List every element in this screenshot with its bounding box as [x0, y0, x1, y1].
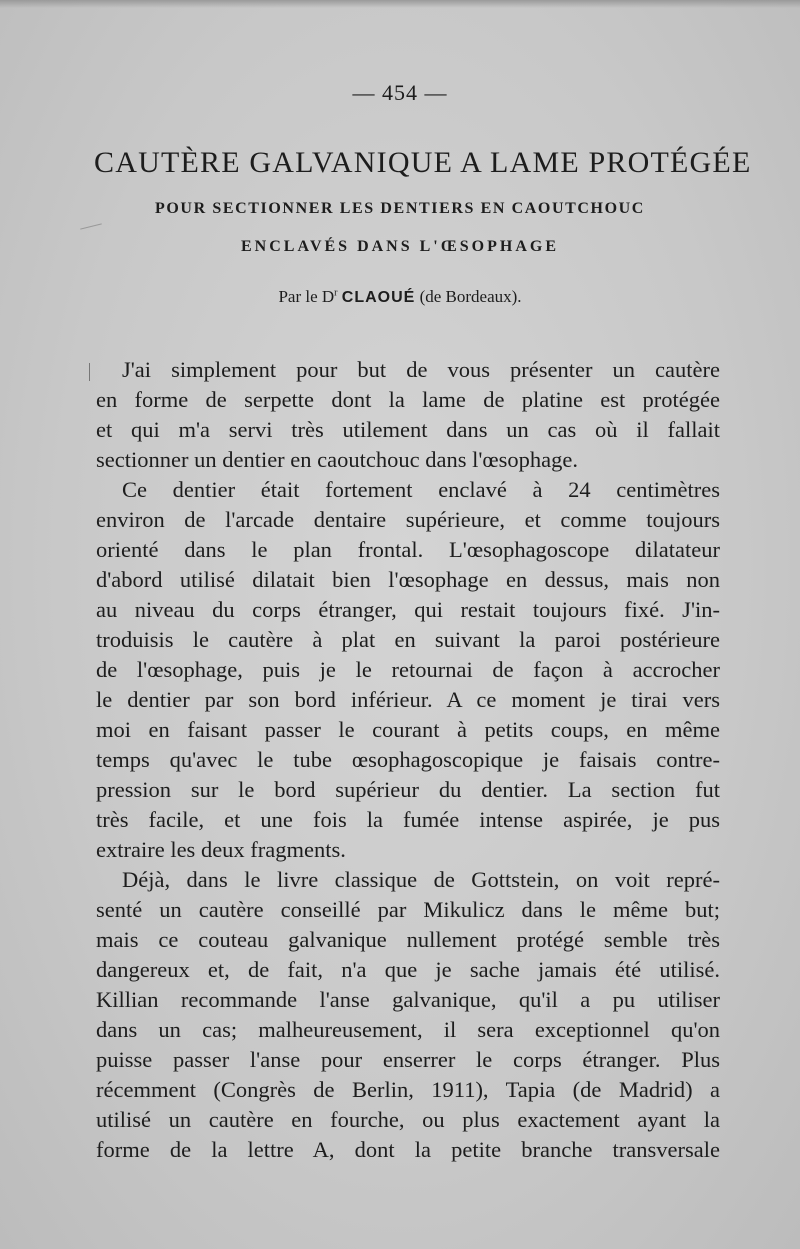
article-title: CAUTÈRE GALVANIQUE A LAME PROTÉGÉE [94, 146, 752, 179]
author-prefix: Par le D [278, 287, 335, 306]
body-line: Ce dentier était fortement enclavé à 24 centimètres [122, 477, 720, 502]
body-line: dans un cas; malheureusement, il sera exceptionnel qu'on [96, 1017, 720, 1042]
body-line: le dentier par son bord inférieur. A ce moment je tirai vers [96, 687, 720, 712]
body-line: et qui m'a servi très utilement dans un cas où il fallait [96, 417, 720, 442]
subtitle-line-1: POUR SECTIONNER LES DENTIERS EN CAOUTCHOUC [155, 200, 645, 217]
body-line: extraire les deux fragments. [96, 837, 346, 862]
body-line: J'ai simplement pour but de vous présenter un cautère [122, 357, 720, 382]
body-line: Killian recommande l'anse galvanique, qu'il a pu utiliser [96, 987, 720, 1012]
body-line: senté un cautère conseillé par Mikulicz dans le même but; [96, 897, 720, 922]
author-title-sup: r [334, 287, 338, 299]
stray-mark [80, 223, 102, 229]
body-line: moi en faisant passer le courant à petits coups, en même [96, 717, 720, 742]
body-line: de l'œsophage, puis je le retournai de façon à accrocher [96, 657, 720, 682]
body-line: environ de l'arcade dentaire supérieure, et comme toujours [96, 507, 720, 532]
author-line [0, 287, 800, 307]
body-line: pression sur le bord supérieur du dentier. La section fut [96, 777, 720, 802]
body-line: très facile, et une fois la fumée intense aspirée, je pus [96, 807, 720, 832]
body-line: troduisis le cautère à plat en suivant la paroi postérieure [96, 627, 720, 652]
body-line: en forme de serpette dont la lame de platine est protégée [96, 387, 720, 412]
subtitle-line-2: ENCLAVÉS DANS L'ŒSOPHAGE [241, 238, 559, 255]
body-line: puisse passer l'anse pour enserrer le corps étranger. Plus [96, 1047, 720, 1072]
body-line: dangereux et, de fait, n'a que je sache jamais été utilisé. [96, 957, 720, 982]
page-number: — 454 — [352, 80, 448, 105]
body-line: au niveau du corps étranger, qui restait toujours fixé. J'in- [96, 597, 720, 622]
body-line: orienté dans le plan frontal. L'œsophagoscope dilatateur [96, 537, 720, 562]
body-line: sectionner un dentier en caoutchouc dans l'œsophage. [96, 447, 579, 472]
body-line: utilisé un cautère en fourche, ou plus exactement ayant la [96, 1107, 720, 1132]
author-affiliation: (de Bordeaux). [419, 287, 522, 306]
page-top-edge [0, 0, 800, 8]
body-line: d'abord utilisé dilatait bien l'œsophage en dessus, mais non [96, 567, 720, 592]
margin-mark [89, 363, 90, 381]
author-name: CLAOUÉ [341, 289, 416, 306]
body-line: Déjà, dans le livre classique de Gottstein, on voit repré- [122, 867, 720, 892]
body-line: forme de la lettre A, dont la petite branche transversale [96, 1137, 720, 1162]
body-line: temps qu'avec le tube œsophagoscopique je faisais contre- [96, 747, 720, 772]
body-line: récemment (Congrès de Berlin, 1911), Tapia (de Madrid) a [96, 1077, 720, 1102]
body-line: mais ce couteau galvanique nullement protégé semble très [96, 927, 720, 952]
